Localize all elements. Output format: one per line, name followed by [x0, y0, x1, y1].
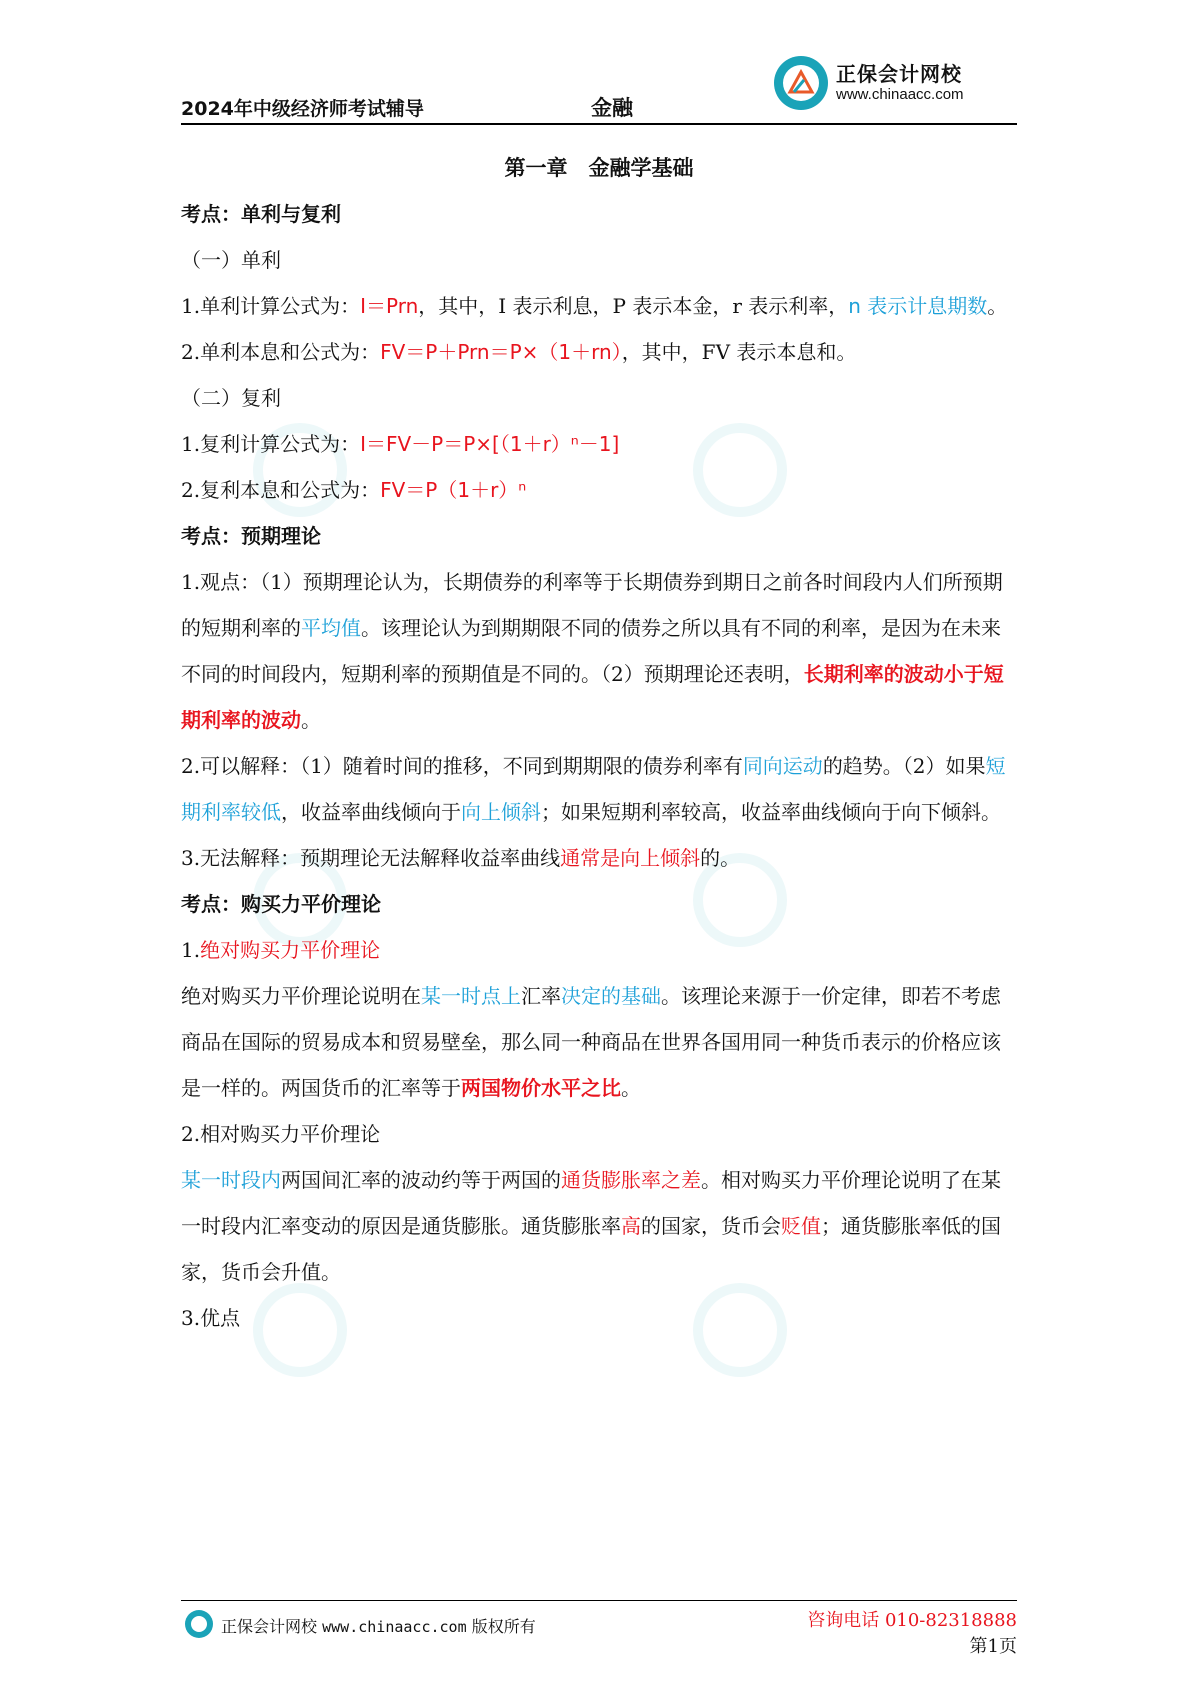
subheading-compound-interest: （二）复利	[181, 386, 281, 410]
highlight-periods: n 表示计息期数	[848, 294, 988, 318]
paragraph-absolute-ppp: 绝对购买力平价理论说明在某一时点上汇率决定的基础。该理论来源于一价定律，即若不考虑商品在国际的贸易成本和贸易壁垒，那么同一种商品在世界各国用同一种货币表示的价格应该是一样的。两国货币的汇率等于两国物价水平之比。	[181, 984, 1001, 1100]
subheading-relative-ppp: 2.相对购买力平价理论	[181, 1122, 381, 1146]
highlight-period: 某一时段内	[181, 1168, 281, 1192]
highlight-inflation-diff: 通货膨胀率之差	[561, 1168, 701, 1192]
paragraph-compound-sum: 2.复利本息和公式为：FV＝P（1＋r）ⁿ	[181, 478, 527, 502]
logo-url: www.chinaacc.com	[836, 86, 964, 103]
formula-simple-sum: FV＝P＋Prn＝P×（1＋rn）	[380, 340, 622, 364]
subheading-absolute-ppp: 1.绝对购买力平价理论	[181, 938, 381, 962]
paragraph-compound-formula: 1.复利计算公式为：I＝FV－P＝P×[（1＋r）ⁿ－1]	[181, 432, 620, 456]
subject-title: 金融	[591, 96, 633, 120]
footer-brand: 正保会计网校	[221, 1617, 318, 1636]
highlight-absolute-ppp: 绝对购买力平价理论	[200, 938, 381, 962]
highlight-same-direction: 同向运动	[742, 754, 823, 778]
footer-phone: 咨询电话 010-82318888	[807, 1610, 1017, 1631]
footer-divider	[181, 1600, 1017, 1601]
section-heading-expectations: 考点：预期理论	[181, 524, 321, 548]
document-body	[181, 145, 1017, 1341]
paragraph-simple-sum: 2.单利本息和公式为：FV＝P＋Prn＝P×（1＋rn），其中，FV 表示本息和。	[181, 340, 857, 364]
highlight-depreciate: 贬值	[781, 1214, 821, 1238]
highlight-basis: 决定的基础	[561, 984, 661, 1008]
subheading-simple-interest: （一）单利	[181, 248, 281, 272]
highlight-price-ratio: 两国物价水平之比	[461, 1076, 621, 1100]
page-header	[181, 54, 1017, 124]
course-title: 2024年中级经济师考试辅导	[181, 98, 424, 120]
footer-url: www.chinaacc.com	[322, 1618, 467, 1636]
chapter-title: 第一章 金融学基础	[504, 156, 694, 180]
section-heading-ppp: 考点：购买力平价理论	[181, 892, 381, 916]
header-divider	[181, 123, 1017, 125]
logo-name: 正保会计网校	[836, 62, 962, 86]
highlight-volatility: 长期利率的波动小于短期利率的波动	[181, 662, 1004, 732]
footer-copyright	[221, 1614, 536, 1637]
page-number: 第1页	[969, 1636, 1017, 1657]
section-heading-interest: 考点：单利与复利	[181, 202, 341, 226]
logo-emblem-icon	[774, 56, 828, 110]
formula-compound-sum: FV＝P（1＋r）ⁿ	[380, 478, 527, 502]
highlight-average: 平均值	[301, 616, 361, 640]
formula-simple-interest: I＝Prn	[360, 294, 419, 318]
page-footer	[181, 1600, 1017, 1660]
paragraph-simple-formula: 1.单利计算公式为：I＝Prn，其中，I 表示利息，P 表示本金，r 表示利率，n 表示计息期数。	[181, 294, 1008, 318]
paragraph-expectations-explain: 2.可以解释：（1）随着时间的推移，不同到期期限的债券利率有同向运动的趋势。（2）如果短期利率较低，收益率曲线倾向于向上倾斜；如果短期利率较高，收益率曲线倾向于向下倾斜。	[181, 754, 1006, 824]
brand-logo	[774, 54, 994, 114]
highlight-low-short-rate: 短期利率较低	[181, 754, 1006, 824]
formula-compound-interest: I＝FV－P＝P×[（1＋r）ⁿ－1]	[360, 432, 620, 456]
subheading-advantages: 3.优点	[181, 1306, 241, 1330]
footer-logo-icon	[185, 1610, 213, 1638]
highlight-point-in-time: 某一时点上	[421, 984, 521, 1008]
highlight-high: 高	[621, 1214, 641, 1238]
paragraph-relative-ppp: 某一时段内两国间汇率的波动约等于两国的通货膨胀率之差。相对购买力平价理论说明了在某一时段内汇率变动的原因是通货膨胀。通货膨胀率高的国家，货币会贬值；通货膨胀率低的国家，货币会升值。	[181, 1168, 1001, 1284]
paragraph-expectations-view: 1.观点：（1）预期理论认为，长期债券的利率等于长期债券到期日之前各时间段内人们所预期的短期利率的平均值。该理论认为到期期限不同的债券之所以具有不同的利率，是因为在未来不同的时间段内，短期利率的预期值是不同的。（2）预期理论还表明，长期利率的波动小于短期利率的波动。	[181, 570, 1004, 732]
highlight-usually-upward: 通常是向上倾斜	[560, 846, 701, 870]
paragraph-expectations-limit: 3.无法解释：预期理论无法解释收益率曲线通常是向上倾斜的。	[181, 846, 741, 870]
highlight-upward: 向上倾斜	[461, 800, 541, 824]
footer-rights: 版权所有	[471, 1617, 536, 1636]
